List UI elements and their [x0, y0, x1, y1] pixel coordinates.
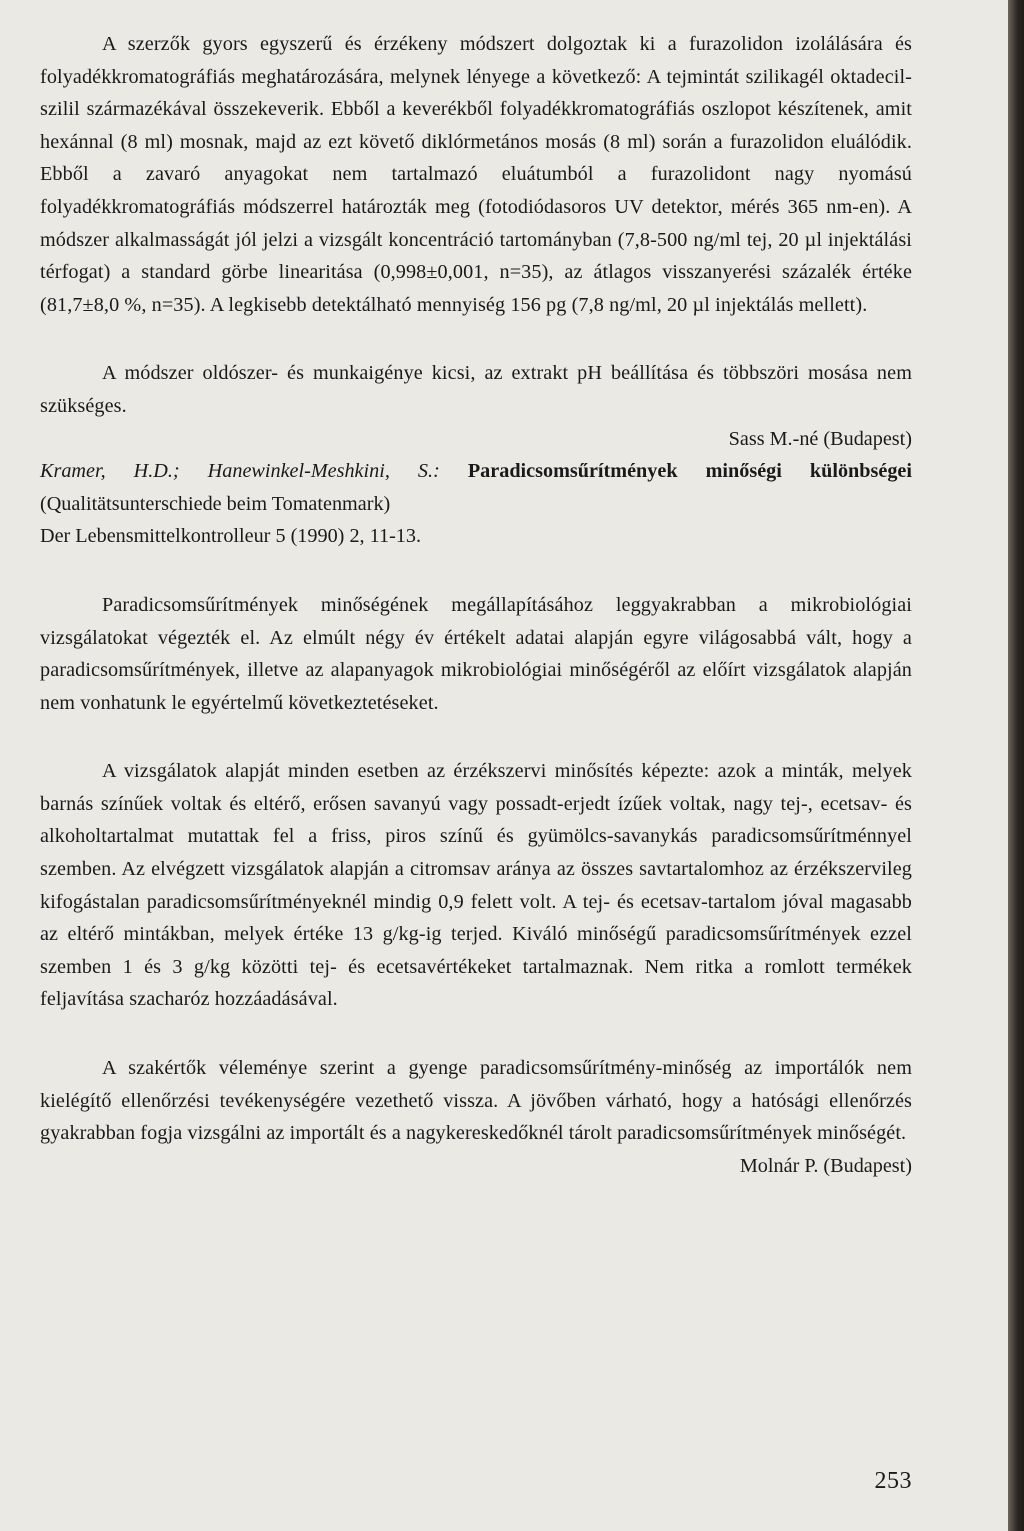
review2-paragraph-1: Paradicsomsűrítmények minőségének megállapításához leggyakrabban a mikrobiológiai vizsgálatokat végezték el. Az elmúlt négy év értékelt adatai alapján egyre világosabbá vált, hogy a paradicsomsűrítmények, illetve az alapanyagok mikrobiológiai minőségéről az előírt vizsgálatok alapján nem vonhatunk le egyértelmű következtetéseket. — [40, 593, 912, 714]
review2-paragraph-2: A vizsgálatok alapját minden esetben az érzékszervi minősítés képezte: azok a minták, melyek barnás színűek voltak és eltérő, erősen savanyú vagy possadt-erjedt ízűek voltak, nagy tej-, ecetsav- és alkoholtartalmat mutattak fel a friss, piros színű és gyümölcs-savanykás paradicsomsűrítménnyel szemben. Az elvégzett vizsgálatok alapján a citromsav aránya az összes savtartalomhoz az érzékszervileg kifogástalan paradicsomsűrítményeknél mindig 0,9 felett volt. A tej- és ecetsav-tartalom jóval magasabb az eltérő mintákban, melyek értéke 13 g/kg-ig terjed. Kiváló minőségű paradicsomsűrítmények ezzel szemben 1 és 3 g/kg közötti tej- és ecetsavértékeket tartalmaznak. Nem ritka a romlott termékek feljavítása szacharóz hozzáadásával. — [40, 760, 912, 1011]
reference-original-title: (Qualitätsunterschiede beim Tomatenmark) — [40, 492, 391, 515]
page-number: 253 — [874, 1468, 912, 1494]
review1-paragraph-1: A szerzők gyors egyszerű és érzékeny módszert dolgoztak ki a furazolidon izolálására és folyadékkromatográfiás meghatározására, melynek lényege a következő: A tejmintát szilikagél oktadecil-szilil származékával összekeverik. Ebből a keverékből folyadékkromatográfiás oszlopot készítenek, amit hexánnal (8 ml) mosnak, majd az ezt követő diklórmetános mosás (8 ml) során a furazolidon eluálódik. Ebből a zavaró anyagokat nem tartalmazó eluátumból a furazolidont nagy nyomású folyadékkromatográfiás módszerrel határozták meg (fotodiódasoros UV detektor, mérés 365 nm-en). A módszer alkalmasságát jól jelzi a vizsgált koncentráció tartományban (7,8-500 ng/ml tej, 20 µl injektálási térfogat) a standard görbe linearitása (0,998±0,001, n=35), az átlagos visszanyerési százalék értéke (81,7±8,0 %, n=35). A legkisebb detektálható mennyiség 156 pg (7,8 ng/ml, 20 µl injektálás mellett). — [40, 33, 912, 316]
review1-paragraph-2: A módszer oldószer- és munkaigénye kicsi, az extrakt pH beállítása és többszöri mosása nem szükséges. — [40, 362, 912, 417]
reference-citation — [40, 455, 912, 553]
review2-signature: Molnár P. (Budapest) — [739, 1154, 912, 1177]
reference-journal: Der Lebensmittelkontrolleur 5 (1990) 2, 11-13. — [40, 525, 422, 548]
reference-authors: Kramer, H.D.; Hanewinkel-Meshkini, S.: — [40, 460, 440, 483]
reference-title: Paradicsomsűrítmények minőségi különbségei — [467, 460, 912, 483]
review1-signature: Sass M.-né (Budapest) — [728, 427, 912, 450]
review2-paragraph-3: A szakértők véleménye szerint a gyenge paradicsomsűrítmény-minőség az importálók nem kielégítő ellenőrzési tevékenységére vezethető vissza. A jövőben várható, hogy a hatósági ellenőrzés gyakrabban fogja vizsgálni az importált és a nagykereskedőknél tárolt paradicsomsűrítmények minőségét. — [40, 1057, 912, 1145]
binding-edge — [1008, 0, 1024, 1531]
